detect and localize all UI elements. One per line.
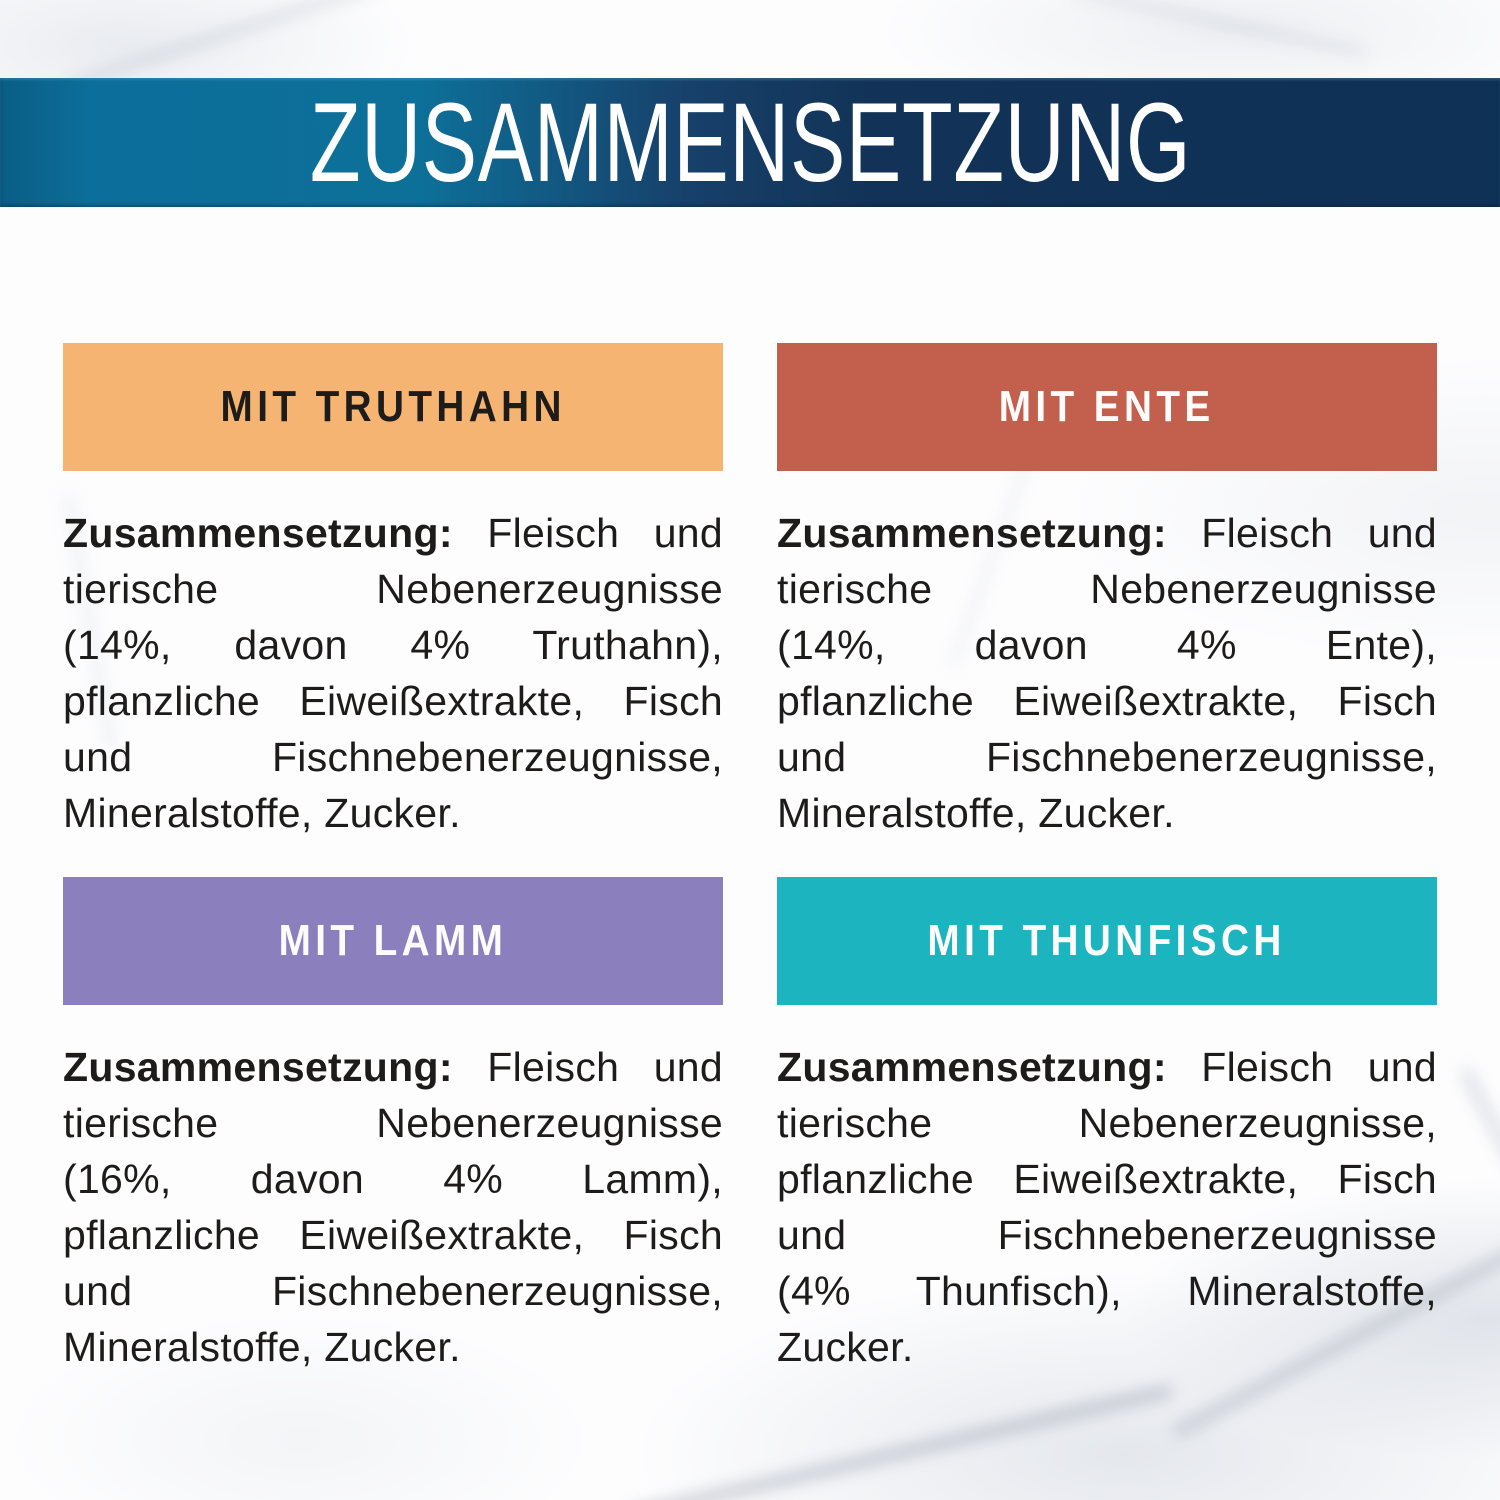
body-line: pflanzliche Eiweißextrakte, Fisch (63, 1212, 723, 1258)
body-line: pflanzliche Eiweißextrakte, Fisch (777, 1156, 1437, 1202)
panel-body-ente (777, 505, 1437, 841)
body-lead-label: Zusammensetzung: (777, 1044, 1167, 1090)
body-line: tierische Nebenerzeugnisse (63, 566, 723, 612)
panel-header-label: MIT TRUTHAHN (220, 382, 566, 431)
body-line (63, 505, 723, 561)
panel-header-label: MIT LAMM (278, 916, 508, 965)
body-line-text: Fleisch und (452, 1044, 723, 1090)
panel-ente (777, 343, 1437, 841)
body-line: Mineralstoffe, Zucker. (63, 1324, 461, 1370)
body-line: (14%, davon 4% Truthahn), (63, 622, 723, 668)
panel-body-thunfisch (777, 1039, 1437, 1375)
panel-body-lamm (63, 1039, 723, 1375)
panel-thunfisch (777, 877, 1437, 1375)
panel-truthahn (63, 343, 723, 841)
body-line: und Fischnebenerzeugnisse, (777, 734, 1437, 780)
panel-body-truthahn (63, 505, 723, 841)
body-line-text: Fleisch und (452, 510, 723, 556)
panel-header-ente (777, 343, 1437, 471)
body-line-text: Fleisch und (1166, 1044, 1437, 1090)
body-lead-label: Zusammensetzung: (63, 510, 453, 556)
panels-grid (63, 343, 1437, 1411)
body-line: Mineralstoffe, Zucker. (63, 790, 461, 836)
panel-header-lamm (63, 877, 723, 1005)
body-line: tierische Nebenerzeugnisse (63, 1100, 723, 1146)
marble-vein (67, 0, 393, 89)
body-line: tierische Nebenerzeugnisse, (777, 1100, 1437, 1146)
body-line: und Fischnebenerzeugnisse, (63, 1268, 723, 1314)
body-line: Mineralstoffe, Zucker. (777, 790, 1175, 836)
body-line (777, 505, 1437, 561)
body-line: (16%, davon 4% Lamm), (63, 1156, 723, 1202)
body-line (63, 1039, 723, 1095)
panel-lamm (63, 877, 723, 1375)
body-line: pflanzliche Eiweißextrakte, Fisch (777, 678, 1437, 724)
body-line: pflanzliche Eiweißextrakte, Fisch (63, 678, 723, 724)
body-lead-label: Zusammensetzung: (63, 1044, 453, 1090)
body-line: (4% Thunfisch), Mineralstoffe, (777, 1268, 1437, 1314)
body-line: (14%, davon 4% Ente), (777, 622, 1437, 668)
body-line-text: Fleisch und (1166, 510, 1437, 556)
panel-header-label: MIT THUNFISCH (927, 916, 1287, 965)
page-title: ZUSAMMENSETZUNG (309, 80, 1191, 205)
body-lead-label: Zusammensetzung: (777, 510, 1167, 556)
body-line (777, 1039, 1437, 1095)
body-line: und Fischnebenerzeugnisse, (63, 734, 723, 780)
body-line: Zucker. (777, 1324, 914, 1370)
marble-vein (1072, 0, 1367, 57)
body-line: und Fischnebenerzeugnisse (777, 1212, 1437, 1258)
panel-header-label: MIT ENTE (999, 382, 1215, 431)
body-line: tierische Nebenerzeugnisse (777, 566, 1437, 612)
title-banner (0, 78, 1500, 207)
panel-header-truthahn (63, 343, 723, 471)
panel-header-thunfisch (777, 877, 1437, 1005)
